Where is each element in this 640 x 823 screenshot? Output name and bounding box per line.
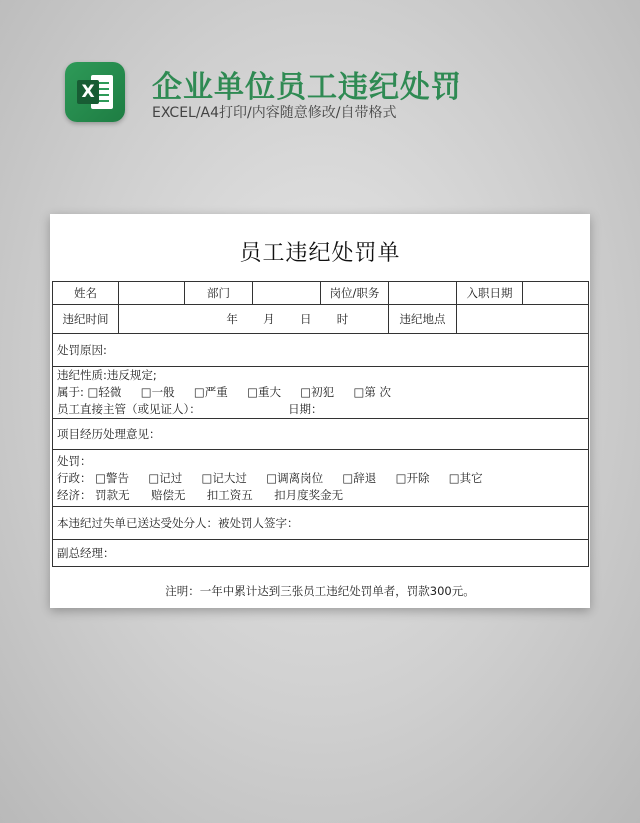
belongs-label: 属于: bbox=[57, 385, 84, 399]
supervisor-line bbox=[57, 401, 584, 418]
date-label: 日期： bbox=[288, 402, 323, 416]
checkbox-transfer[interactable]: □调离岗位 bbox=[266, 470, 324, 485]
fine-item: 罚款无 bbox=[95, 487, 130, 502]
checkbox-nth-offense[interactable]: □第 次 bbox=[353, 385, 391, 399]
checkbox-resign[interactable]: □辞退 bbox=[342, 470, 377, 485]
economic-penalty-line bbox=[57, 487, 584, 504]
opinion-cell[interactable] bbox=[53, 419, 589, 450]
checkbox-general[interactable]: □一般 bbox=[140, 385, 175, 399]
table-row bbox=[53, 540, 589, 567]
form-footnote: 注明：一年中累计达到三张员工违纪处罚单者，罚款300元。 bbox=[165, 584, 475, 598]
violation-time-label: 违纪时间 bbox=[53, 305, 119, 334]
page-subtitle: EXCEL/A4打印/内容随意修改/自带格式 bbox=[152, 105, 397, 121]
opinion-label: 项目经历处理意见： bbox=[57, 427, 161, 441]
page-title: 企业单位员工违纪处罚 bbox=[152, 70, 462, 105]
deputy-cell[interactable] bbox=[53, 540, 589, 567]
violation-time-cell[interactable] bbox=[119, 305, 389, 334]
delivered-cell[interactable] bbox=[53, 507, 589, 540]
name-label: 姓名 bbox=[53, 282, 119, 305]
penalty-cell[interactable] bbox=[53, 450, 589, 507]
nature-options-line bbox=[57, 384, 584, 401]
economic-label: 经济： bbox=[57, 487, 92, 502]
checkbox-major-demerit[interactable]: □记大过 bbox=[201, 470, 247, 485]
dept-cell[interactable] bbox=[253, 282, 321, 305]
excel-x-glyph: X bbox=[77, 80, 99, 104]
penalty-label: 处罚： bbox=[57, 453, 92, 468]
month-label: 月 bbox=[263, 312, 275, 326]
checkbox-dismiss[interactable]: □开除 bbox=[395, 470, 430, 485]
nature-line: 违纪性质:违反规定; bbox=[57, 368, 157, 382]
table-row bbox=[53, 450, 589, 507]
year-label: 年 bbox=[226, 312, 238, 326]
table-row bbox=[53, 507, 589, 540]
table-row bbox=[53, 419, 589, 450]
position-cell[interactable] bbox=[389, 282, 457, 305]
day-label: 日 bbox=[299, 312, 312, 326]
table-row bbox=[53, 367, 589, 419]
position-label: 岗位/职务 bbox=[321, 282, 389, 305]
table-row bbox=[53, 334, 589, 367]
checkbox-major[interactable]: □重大 bbox=[247, 385, 281, 399]
violation-form-table bbox=[52, 281, 589, 567]
reason-label: 处罚原因: bbox=[57, 343, 107, 357]
supervisor-label: 员工直接主管（或见证人）： bbox=[57, 402, 201, 416]
form-card bbox=[50, 214, 590, 608]
admin-penalty-line bbox=[57, 470, 584, 487]
nature-cell[interactable] bbox=[53, 367, 589, 419]
header bbox=[0, 0, 640, 140]
violation-place-cell[interactable] bbox=[457, 305, 589, 334]
salary-deduction-item: 扣工资五 bbox=[206, 487, 253, 502]
checkbox-demerit[interactable]: □记过 bbox=[148, 470, 183, 485]
compensation-item: 赔偿无 bbox=[150, 487, 186, 502]
form-title: 员工违纪处罚单 bbox=[239, 241, 401, 266]
delivered-label: 本违纪过失单已送达受处分人：被处罚人签字： bbox=[57, 516, 299, 530]
hour-label: 时 bbox=[336, 312, 349, 326]
excel-logo-icon bbox=[65, 62, 125, 122]
checkbox-warning[interactable]: □警告 bbox=[95, 470, 130, 485]
checkbox-other[interactable]: □其它 bbox=[448, 470, 483, 485]
checkbox-minor[interactable]: □轻微 bbox=[87, 385, 122, 399]
violation-place-label: 违纪地点 bbox=[389, 305, 457, 334]
reason-cell[interactable] bbox=[53, 334, 589, 367]
name-cell[interactable] bbox=[119, 282, 185, 305]
table-row bbox=[53, 305, 589, 334]
join-date-label: 入职日期 bbox=[457, 282, 523, 305]
admin-label: 行政： bbox=[57, 470, 92, 485]
checkbox-serious[interactable]: □严重 bbox=[193, 385, 228, 399]
dept-label: 部门 bbox=[185, 282, 253, 305]
deputy-label: 副总经理： bbox=[57, 546, 115, 560]
checkbox-first-offense[interactable]: □初犯 bbox=[300, 385, 335, 399]
bonus-deduction-item: 扣月度奖金无 bbox=[274, 487, 344, 502]
table-row bbox=[53, 282, 589, 305]
join-date-cell[interactable] bbox=[523, 282, 589, 305]
